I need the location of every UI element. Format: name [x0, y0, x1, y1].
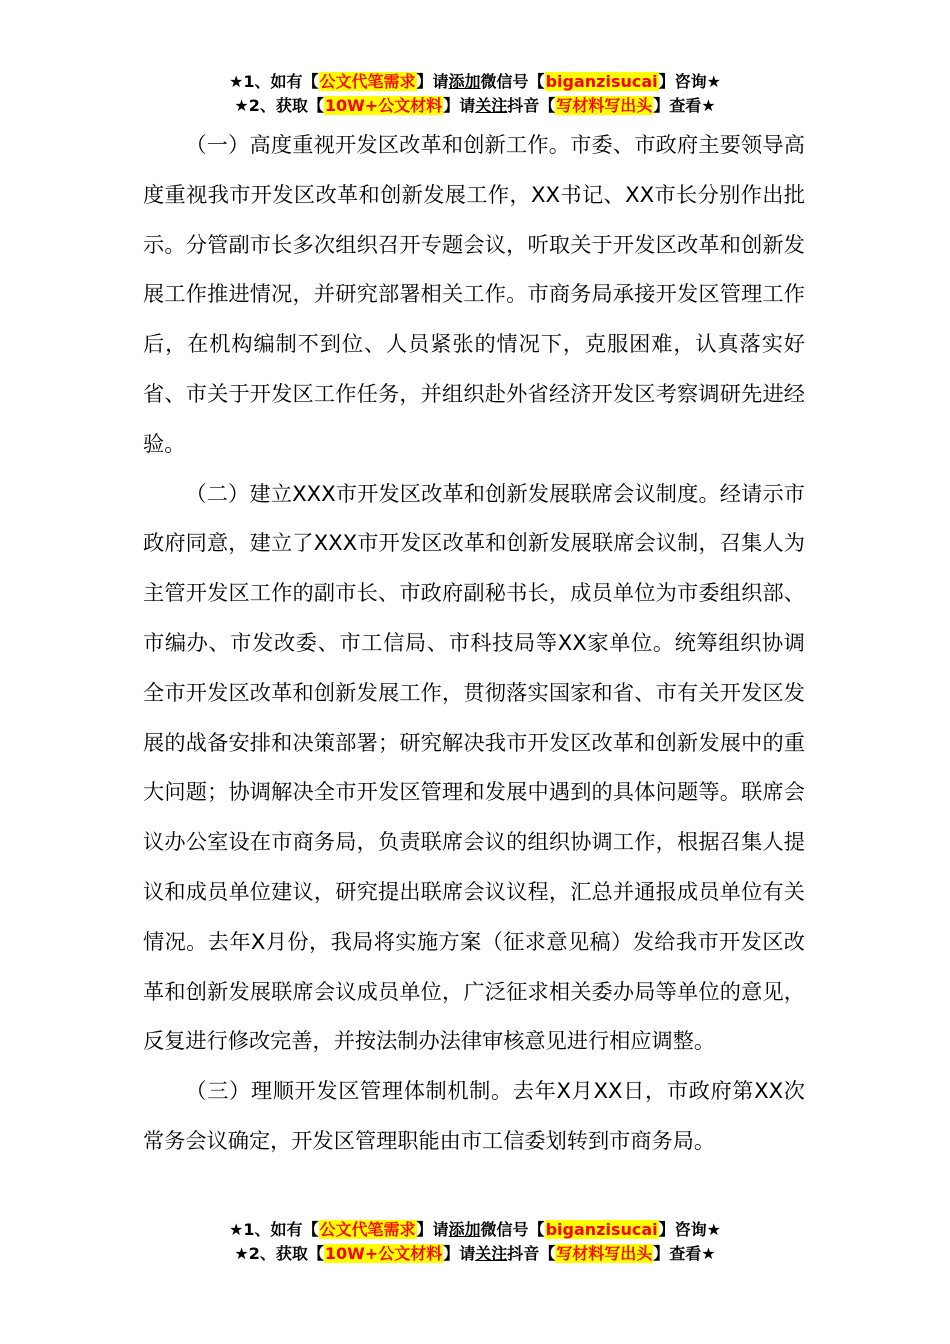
banner-text: 抖音【 — [507, 96, 556, 115]
highlight-text: 公文代笔需求 — [319, 72, 416, 91]
banner-text: 】请 — [416, 1220, 449, 1239]
banner-text: 】请 — [416, 72, 449, 91]
banner-text: 】请 — [443, 1244, 476, 1263]
banner-text: 微信号【 — [480, 72, 545, 91]
banner-text: 】请 — [443, 96, 476, 115]
banner-line-1 — [0, 1218, 950, 1242]
highlight-text: biganzisucai — [545, 72, 658, 91]
banner-text: 】查看★ — [653, 1244, 716, 1263]
banner-text: 微信号【 — [480, 1220, 545, 1239]
highlight-text: 写材料写出头 — [556, 1244, 653, 1263]
banner-line-1 — [0, 70, 950, 94]
highlight-text: 10W+公文材料 — [324, 1244, 443, 1263]
highlight-text: biganzisucai — [545, 1220, 658, 1239]
banner-text: 】咨询★ — [658, 72, 721, 91]
banner-line-2 — [0, 1242, 950, 1266]
banner-text: ★2、获取【 — [234, 96, 324, 115]
underlined-text: 关注 — [475, 1244, 508, 1263]
underlined-text: 添加 — [448, 1220, 481, 1239]
banner-text: ★1、如有【 — [229, 72, 319, 91]
underlined-text: 添加 — [448, 72, 481, 91]
banner-text: 】咨询★ — [658, 1220, 721, 1239]
banner-text: ★1、如有【 — [229, 1220, 319, 1239]
footer-banner — [0, 1218, 950, 1266]
banner-text: 抖音【 — [507, 1244, 556, 1263]
document-body — [143, 120, 805, 1166]
paragraph-3: （三）理顺开发区管理体制机制。去年X月XX日，市政府第XX次常务会议确定，开发区管理职能由市工信委划转到市商务局。 — [143, 1078, 805, 1153]
banner-text: ★2、获取【 — [234, 1244, 324, 1263]
header-banner — [0, 70, 950, 118]
paragraph-2: （二）建立XXX市开发区改革和创新发展联席会议制度。经请示市政府同意，建立了XXX市开发区改革和创新发展联席会议制，召集人为主管开发区工作的副市长、市政府副秘书长，成员单位为市委组织部、市编办、市发改委、市工信局、市科技局等XX家单位。统筹组织协调全市开发区改革和创新发展工作，贯彻落实国家和省、市有关开发区发展的战备安排和决策部署；研究解决我市开发区改革和创新发展中的重大问题；协调解决全市开发区管理和发展中遇到的具体问题等。联席会议办公室设在市商务局，负责联席会议的组织协调工作，根据召集人提议和成员单位建议，研究提出联席会议议程，汇总并通报成员单位有关情况。去年X月份，我局将实施方案（征求意见稿）发给我市开发区改革和创新发展联席会议成员单位，广泛征求相关委办局等单位的意见，反复进行修改完善，并按法制办法律审核意见进行相应调整。 — [143, 480, 805, 1054]
highlight-text: 公文代笔需求 — [319, 1220, 416, 1239]
paragraph-1: （一）高度重视开发区改革和创新工作。市委、市政府主要领导高度重视我市开发区改革和创新发展工作，XX书记、XX市长分别作出批示。分管副市长多次组织召开专题会议，听取关于开发区改革和创新发展工作推进情况，并研究部署相关工作。市商务局承接开发区管理工作后，在机构编制不到位、人员紧张的情况下，克服困难，认真落实好省、市关于开发区工作任务，并组织赴外省经济开发区考察调研先进经验。 — [143, 132, 805, 456]
highlight-text: 10W+公文材料 — [324, 96, 443, 115]
banner-line-2 — [0, 94, 950, 118]
underlined-text: 关注 — [475, 96, 508, 115]
banner-text: 】查看★ — [653, 96, 716, 115]
highlight-text: 写材料写出头 — [556, 96, 653, 115]
